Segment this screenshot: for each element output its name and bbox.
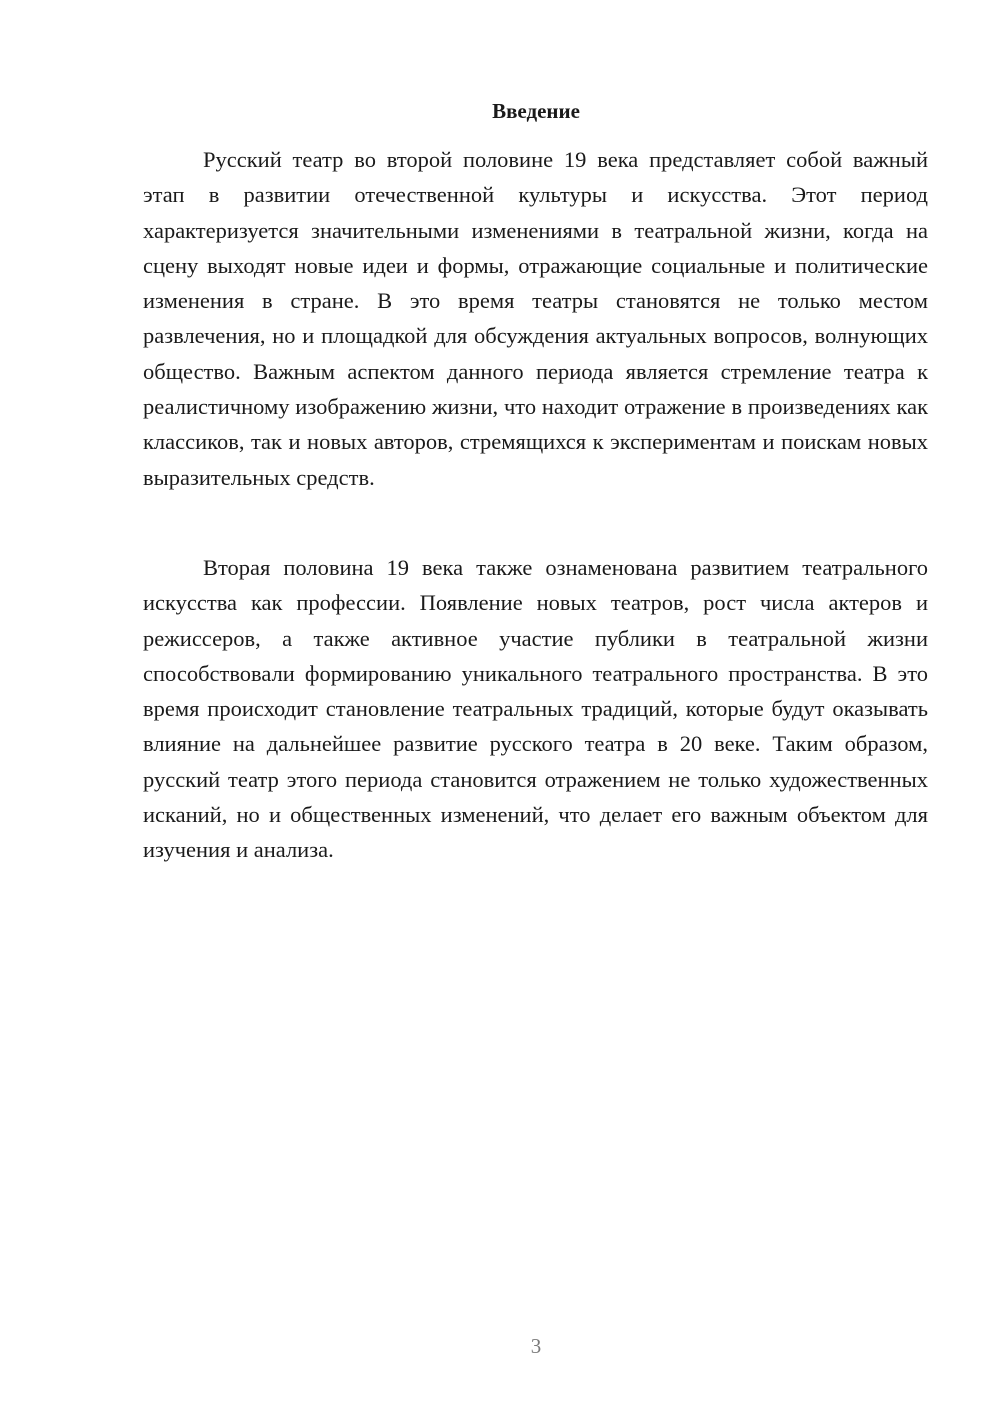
paragraph-2: Вторая половина 19 века также ознаменована развитием театрального искусства как профессии. Появление новых театров, рост числа актеров и режиссеров, а также активное участие публики в театральной жизни способствовали формированию уникального театрального пространства. В это время происходит становление театральных традиций, которые будут оказывать влияние на дальнейшее развитие русского театра в 20 веке. Таким образом, русский театр этого периода становится отражением не только художественных исканий, но и общественных изменений, что делает его важным объектом для изучения и анализа. [143, 555, 928, 863]
paragraph-1: Русский театр во второй половине 19 века представляет собой важный этап в развитии отечественной культуры и искусства. Этот период характеризуется значительными изменениями в театральной жизни, когда на сцену выходят новые идеи и формы, отражающие социальные и политические изменения в стране. В это время театры становятся не только местом развлечения, но и площадкой для обсуждения актуальных вопросов, волнующих общество. Важным аспектом данного периода является стремление театра к реалистичному изображению жизни, что находит отражение в произведениях как классиков, так и новых авторов, стремящихся к экспериментам и поискам новых выразительных средств. [143, 147, 928, 490]
page-number: 3 [530, 1334, 542, 1358]
section-heading: Введение [492, 99, 580, 123]
